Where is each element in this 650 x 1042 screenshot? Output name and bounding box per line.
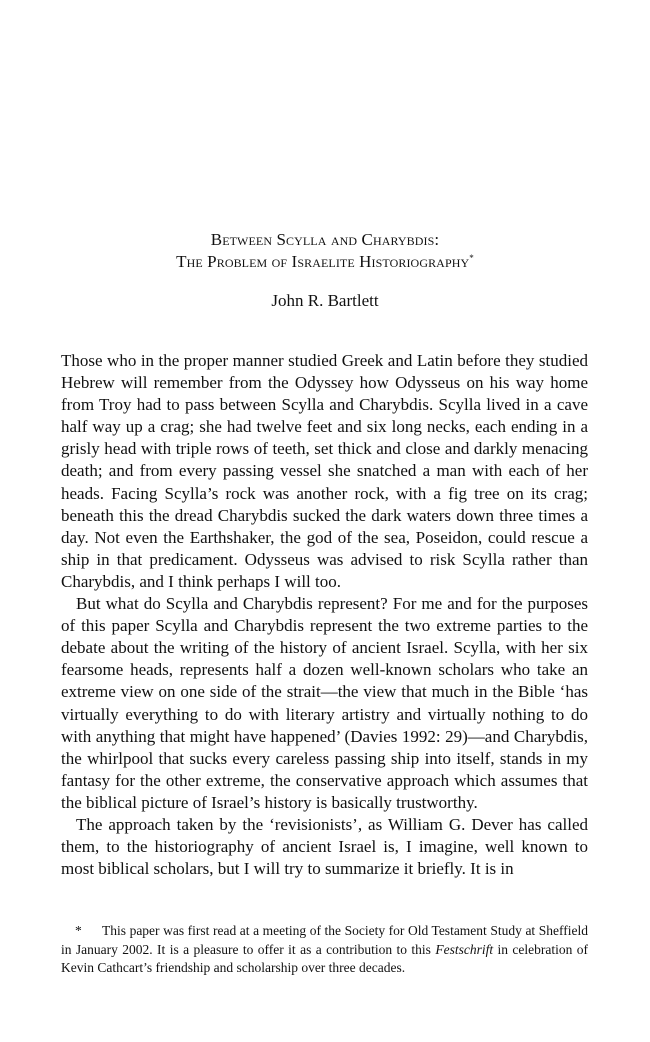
body-text <box>61 350 588 880</box>
title-footnote-marker[interactable]: * <box>469 253 474 263</box>
footnote <box>61 922 588 978</box>
chapter-title <box>0 229 650 273</box>
footnote-marker: * <box>75 923 82 938</box>
author-name: John R. Bartlett <box>271 291 379 310</box>
paragraph-2: But what do Scylla and Charybdis represent? For me and for the purposes of this paper Scylla and Charybdis represent the two extreme parties to the debate about the writing of the history of ancient Israel. Scylla, with her six fearsome heads, represents half a dozen well-known scholars who take an extreme view on one side of the strait—the view that much in the Bible ‘has virtually everything to do with literary artistry and virtually nothing to do with anything that might have happened’ (Davies 1992: 29)—and Charybdis, the whirlpool that sucks every careless passing ship into itself, stands in my fantasy for the other extreme, the conservative approach which assumes that the biblical picture of Israel’s history is basically trustworthy. <box>61 594 588 812</box>
footnote-text-start: This paper was first read at a meeting of the Society for Old Testament Study at Sheffield in January 2002. It is a pleasure to offer it as a contribution to this <box>61 923 588 957</box>
footnote-text-end: in celebration of Kevin Cathcart’s friendship and scholarship over three decades. <box>61 941 588 975</box>
footnote-italic-term: Festschrift <box>435 941 494 957</box>
chapter-title-line-2 <box>0 251 650 273</box>
chapter-title-line-2-text: The Problem of Israelite Historiography <box>176 252 470 271</box>
chapter-title-line-1: Between Scylla and Charybdis: <box>210 230 440 249</box>
paragraph-3: The approach taken by the ‘revisionists’, as William G. Dever has called them, to the historiography of ancient Israel is, I imagine, well known to most biblical scholars, but I will try to summarize it briefly. It is in <box>61 814 588 879</box>
paragraph-1: Those who in the proper manner studied Greek and Latin before they studied Hebrew will remember from the Odyssey how Odysseus on his way home from Troy had to pass between Scylla and Charybdis. Scylla lived in a cave half way up a crag; she had twelve feet and six long necks, each ending in a grisly head with triple rows of teeth, set thick and close and darkly menacing death; and from every passing vessel she snatched a man with each of her heads. Facing Scylla’s rock was another rock, with a fig tree on its crag; beneath this the dread Charybdis sucked the dark waters down three times a day. Not even the Earthshaker, the god of the sea, Poseidon, could rescue a ship in that predicament. Odysseus was advised to risk Scylla rather than Charybdis, and I think perhaps I will too. <box>61 351 588 591</box>
